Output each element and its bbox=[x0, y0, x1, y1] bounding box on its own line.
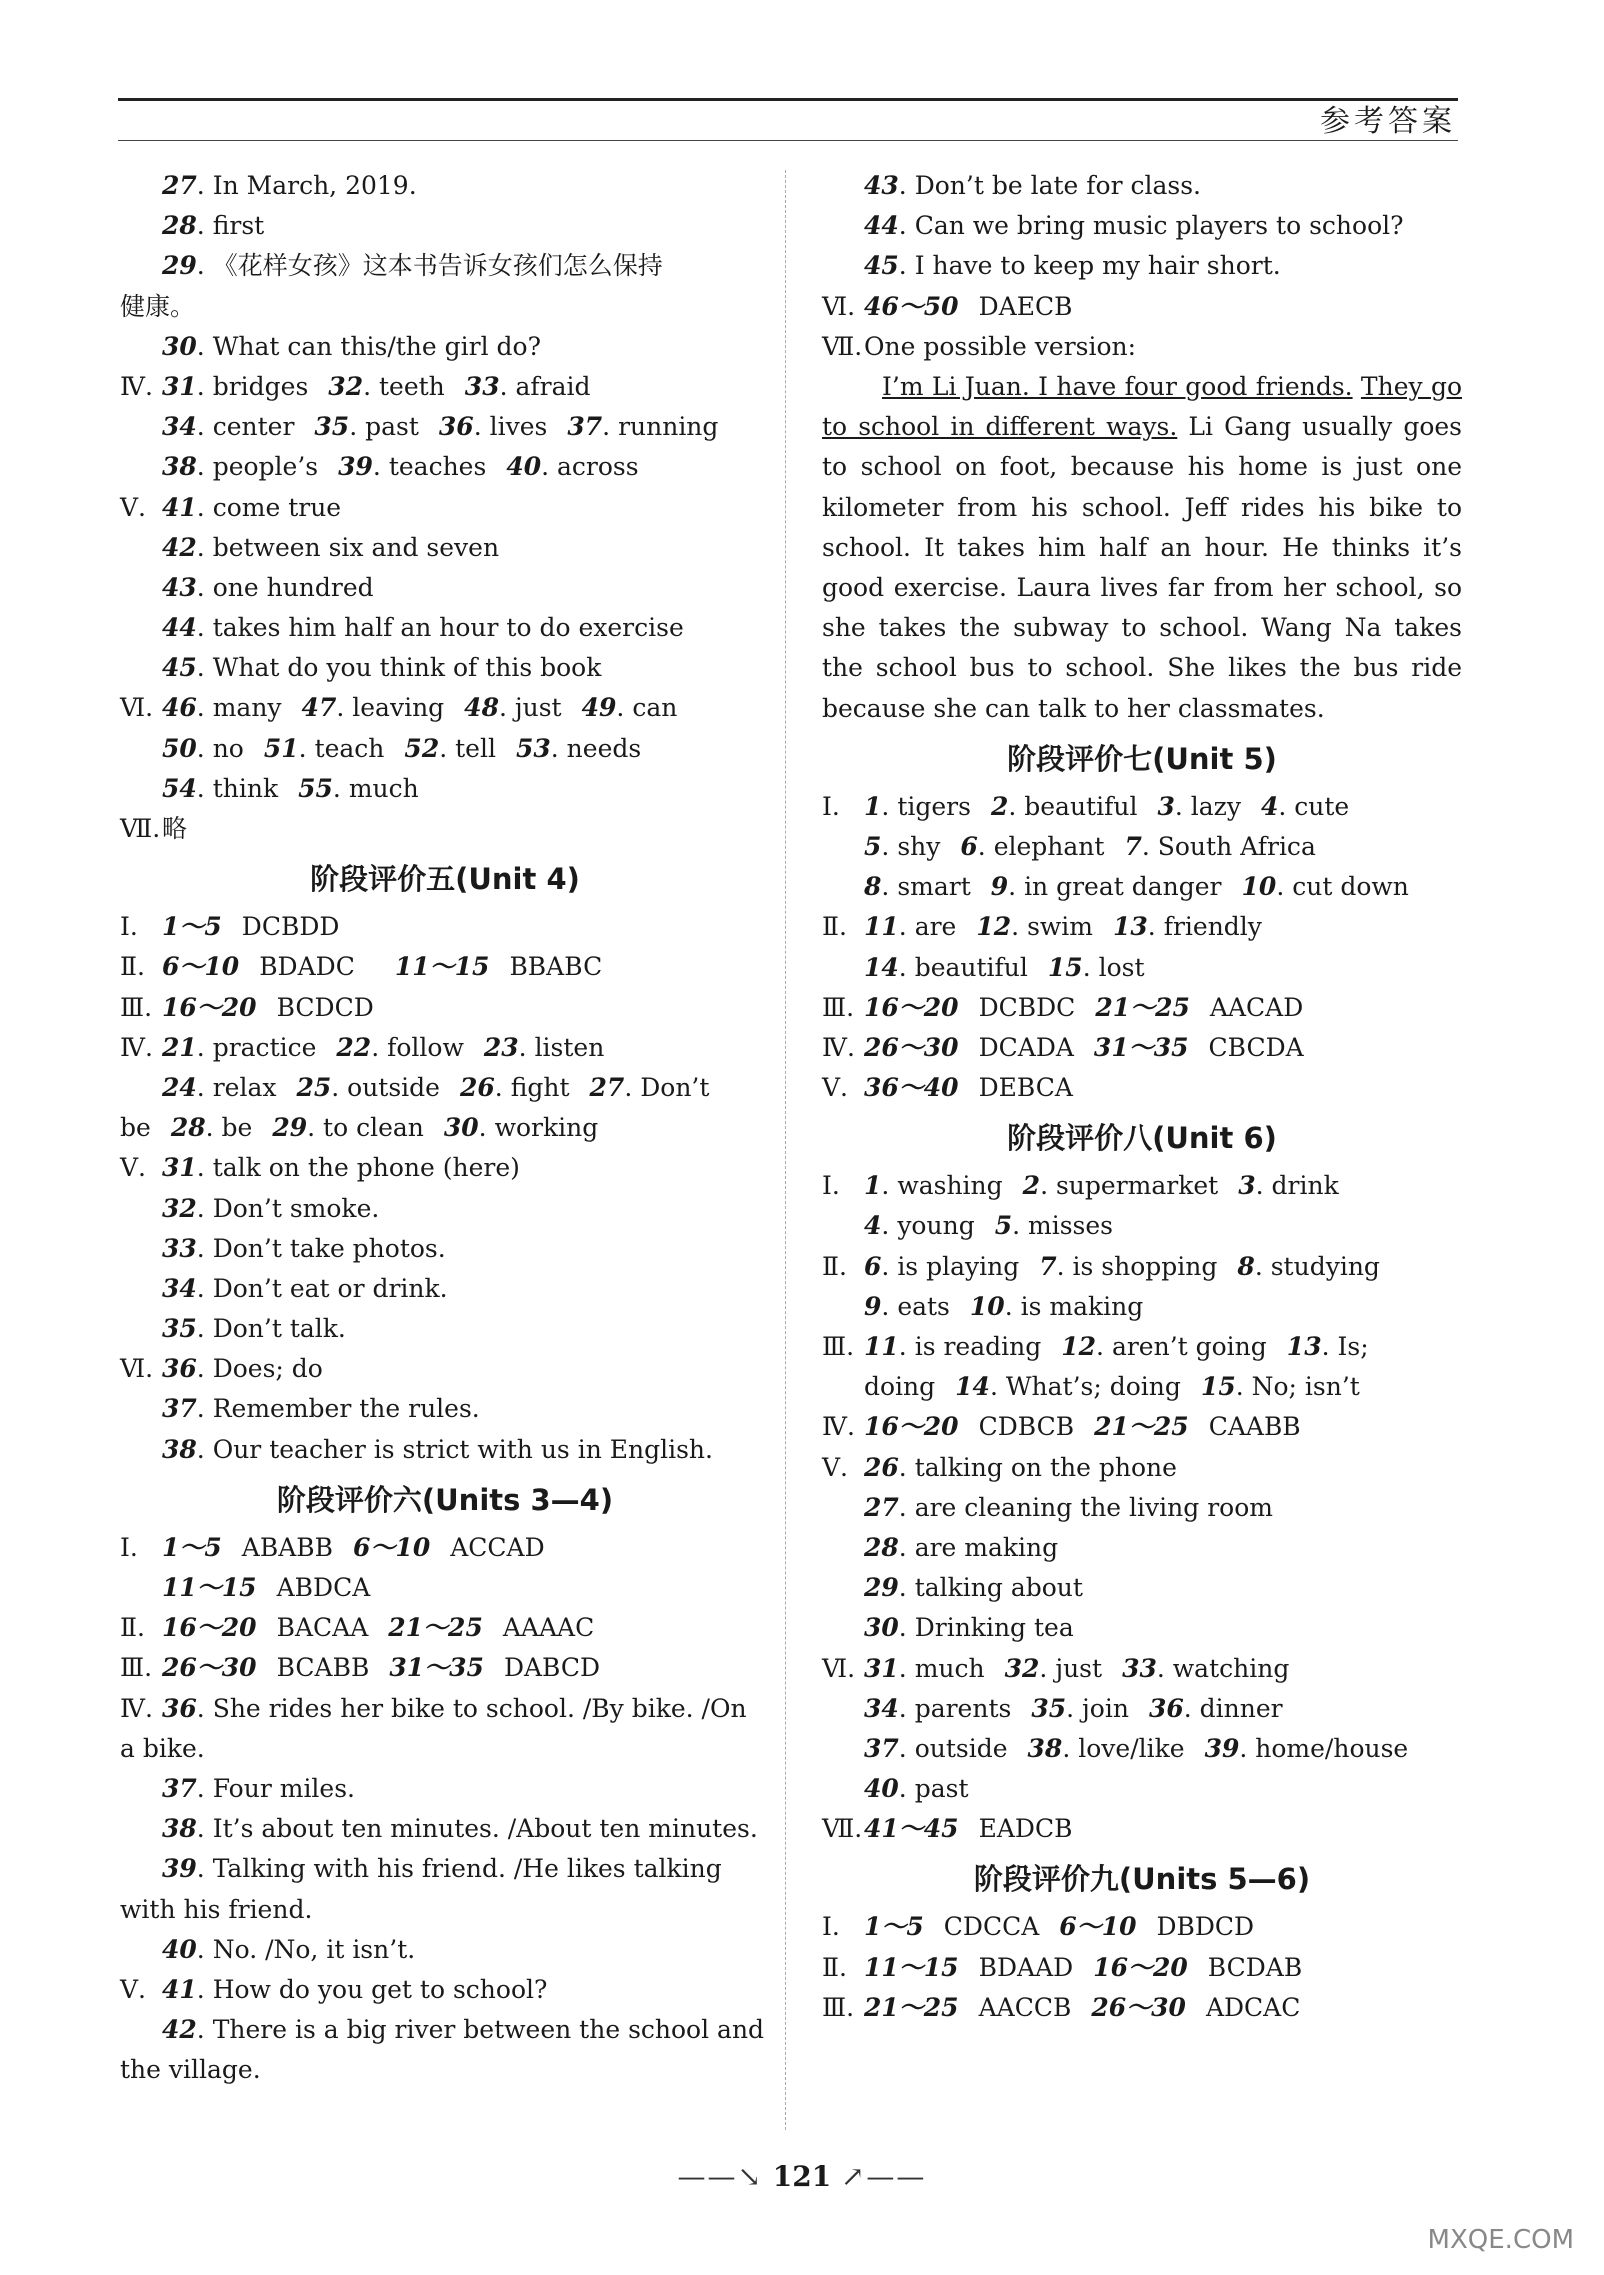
section-title: 阶段评价九(Units 5—6) bbox=[973, 1862, 1311, 1897]
answer-line: Ⅶ.One possible version: bbox=[822, 331, 1137, 361]
answer-line: 29. 《花样女孩》这本书告诉女孩们怎么保持 bbox=[162, 251, 663, 281]
answer-line: 42. between six and seven bbox=[162, 532, 500, 562]
answer-line: Ⅵ. 36. Does; do bbox=[120, 1354, 323, 1384]
answer-line: 35. Don’t talk. bbox=[162, 1314, 346, 1344]
answer-line: Ⅰ. 1～5 DCBDD bbox=[120, 912, 340, 942]
answer-line: 30. What can this/the girl do? bbox=[162, 331, 541, 361]
row-11-cont: doing 14. What’s; doing 15. No; isn’t bbox=[864, 1372, 1360, 1402]
answer-line: the village. bbox=[120, 2055, 261, 2085]
row-31: Ⅳ. 31. bridges 32. teeth 33. afraid bbox=[120, 371, 591, 401]
answer-line: Ⅰ. 1～5 CDCCA 6～10 DBDCD bbox=[822, 1912, 1255, 1942]
answer-line: 44. Can we bring music players to school? bbox=[864, 211, 1404, 241]
answer-line: Ⅱ. 16～20 BACAA 21～25 AAAAC bbox=[120, 1613, 595, 1643]
row-4: 4. young 5. misses bbox=[864, 1211, 1114, 1241]
row-21: Ⅳ. 21. practice 22. follow 23. listen bbox=[120, 1032, 605, 1062]
answer-line: Ⅴ. 26. talking on the phone bbox=[822, 1452, 1177, 1482]
row-34: 34. center 35. past 36. lives 37. running bbox=[162, 412, 719, 442]
answer-line: with his friend. bbox=[120, 1894, 313, 1924]
row-24: 24. relax 25. outside 26. fight 27. Don’t bbox=[162, 1072, 710, 1102]
row-8: 8. smart 9. in great danger 10. cut down bbox=[864, 872, 1409, 902]
row-40: 40. past bbox=[864, 1774, 969, 1804]
answer-line: Ⅲ. 16～20 DCBDC 21～25 AACAD bbox=[822, 992, 1304, 1022]
row-11: Ⅲ. 11. is reading 12. aren’t going 13. Is; bbox=[822, 1332, 1369, 1362]
answer-line: 28. first bbox=[162, 211, 265, 241]
answer-line: Ⅰ. 1～5 ABABB 6～10 ACCAD bbox=[120, 1532, 545, 1562]
row-31: Ⅵ. 31. much 32. just 33. watching bbox=[822, 1653, 1290, 1683]
row-54: 54. think 55. much bbox=[162, 773, 419, 803]
sample-essay: I’m Li Juan. I have four good friends. They go to school in different ways. Li Gang usually goes to school on foot, because his home is just one kilometer from his school. Jeff rides his bike to school. It takes him half an hour. He thinks it’s good exercise. Laura lives far from her school, so she takes the subway to school. Wang Na takes the school bus to school. She likes the bus ride because she can talk to her classmates. bbox=[822, 371, 1462, 723]
answer-line: Ⅶ.略 bbox=[120, 814, 188, 843]
answer-line: 38. Our teacher is strict with us in English. bbox=[162, 1434, 713, 1464]
answer-line: Ⅳ. 36. She rides her bike to school. /By bike. /On bbox=[120, 1693, 747, 1723]
answer-line: Ⅱ. 11～15 BDAAD 16～20 BCDAB bbox=[822, 1952, 1303, 1982]
header-rule-thin bbox=[118, 140, 1458, 141]
answer-line: 健康。 bbox=[120, 291, 196, 321]
answer-line: Ⅴ. 31. talk on the phone (here) bbox=[120, 1153, 520, 1183]
answer-line: 37. Four miles. bbox=[162, 1773, 356, 1803]
answer-line: 33. Don’t take photos. bbox=[162, 1233, 446, 1263]
answer-line: 34. Don’t eat or drink. bbox=[162, 1273, 448, 1303]
section-title: 阶段评价六(Units 3—4) bbox=[276, 1482, 614, 1517]
row-37: 37. outside 38. love/like 39. home/house bbox=[864, 1733, 1409, 1763]
answer-line: 30. Drinking tea bbox=[864, 1613, 1074, 1643]
row-9: 9. eats 10. is making bbox=[864, 1291, 1144, 1321]
left-column bbox=[120, 166, 770, 2090]
header-title: 参考答案 bbox=[1320, 104, 1456, 139]
row-38: 38. people’s 39. teaches 40. across bbox=[162, 452, 639, 482]
row-14: 14. beautiful 15. lost bbox=[864, 952, 1145, 982]
row-11: Ⅱ. 11. are 12. swim 13. friendly bbox=[822, 912, 1262, 942]
row-1: Ⅰ. 1. tigers 2. beautiful 3. lazy 4. cute bbox=[822, 791, 1350, 821]
answer-line: Ⅳ. 16～20 CDBCB 21～25 CAABB bbox=[822, 1412, 1301, 1442]
watermark: MXQE.COM bbox=[1427, 2225, 1574, 2255]
page-number: 121 bbox=[772, 2160, 832, 2193]
answer-line: 11～15 ABDCA bbox=[162, 1573, 371, 1602]
column-divider bbox=[785, 170, 786, 2130]
page-footer bbox=[0, 2160, 1604, 2193]
answer-line: 39. Talking with his friend. /He likes talking bbox=[162, 1854, 722, 1884]
answer-line: Ⅱ. 6～10 BDADC 11～15 BBABC bbox=[120, 952, 603, 982]
answer-line: Ⅲ. 21～25 AACCB 26～30 ADCAC bbox=[822, 1992, 1301, 2022]
answer-line: 27. are cleaning the living room bbox=[864, 1492, 1273, 1522]
answer-line: Ⅶ.41～45 EADCB bbox=[822, 1814, 1073, 1844]
answer-line: Ⅴ. 41. How do you get to school? bbox=[120, 1974, 548, 2004]
answer-line: Ⅴ. 41. come true bbox=[120, 492, 342, 522]
answer-line: 37. Remember the rules. bbox=[162, 1394, 480, 1424]
section-title: 阶段评价七(Unit 5) bbox=[1007, 741, 1277, 776]
answer-line: 32. Don’t smoke. bbox=[162, 1193, 380, 1223]
row-46: Ⅵ. 46. many 47. leaving 48. just 49. can bbox=[120, 693, 678, 723]
answer-line: 28. are making bbox=[864, 1532, 1059, 1562]
row-34: 34. parents 35. join 36. dinner bbox=[864, 1693, 1283, 1723]
row-6: Ⅱ. 6. is playing 7. is shopping 8. studying bbox=[822, 1251, 1380, 1281]
answer-line: Ⅲ. 16～20 BCDCD bbox=[120, 992, 374, 1022]
right-column bbox=[822, 166, 1462, 2028]
answer-line: 43. one hundred bbox=[162, 572, 374, 602]
answer-line: 45. I have to keep my hair short. bbox=[864, 251, 1281, 281]
answer-line: 38. It’s about ten minutes. /About ten minutes. bbox=[162, 1814, 758, 1844]
row-1: Ⅰ. 1. washing 2. supermarket 3. drink bbox=[822, 1171, 1339, 1201]
answer-line: Ⅴ. 36～40 DEBCA bbox=[822, 1073, 1073, 1103]
answer-line: 45. What do you think of this book bbox=[162, 653, 602, 683]
answer-line: Ⅲ. 26～30 BCABB 31～35 DABCD bbox=[120, 1653, 601, 1683]
footer-ornament-left: ——↘ bbox=[677, 2160, 764, 2193]
row-5: 5. shy 6. elephant 7. South Africa bbox=[864, 831, 1316, 861]
answer-line: a bike. bbox=[120, 1733, 205, 1763]
answer-line: 42. There is a big river between the school and bbox=[162, 2015, 765, 2045]
answer-line: 44. takes him half an hour to do exercise bbox=[162, 613, 684, 643]
footer-ornament-right: ↗—— bbox=[840, 2160, 927, 2193]
row-24-cont: be 28. be 29. to clean 30. working bbox=[120, 1113, 599, 1143]
answer-line: 43. Don’t be late for class. bbox=[864, 171, 1201, 200]
answer-line: Ⅵ. 46～50 DAECB bbox=[822, 291, 1073, 321]
answer-line: 27. In March, 2019. bbox=[162, 171, 417, 200]
section-title: 阶段评价八(Unit 6) bbox=[1007, 1121, 1277, 1156]
section-title: 阶段评价五(Unit 4) bbox=[310, 862, 580, 897]
header-rule bbox=[118, 98, 1458, 101]
answer-line: 29. talking about bbox=[864, 1573, 1083, 1603]
row-50: 50. no 51. teach 52. tell 53. needs bbox=[162, 733, 642, 763]
answer-line: Ⅳ. 26～30 DCADA 31～35 CBCDA bbox=[822, 1032, 1304, 1062]
answer-line: 40. No. /No, it isn’t. bbox=[162, 1934, 416, 1964]
